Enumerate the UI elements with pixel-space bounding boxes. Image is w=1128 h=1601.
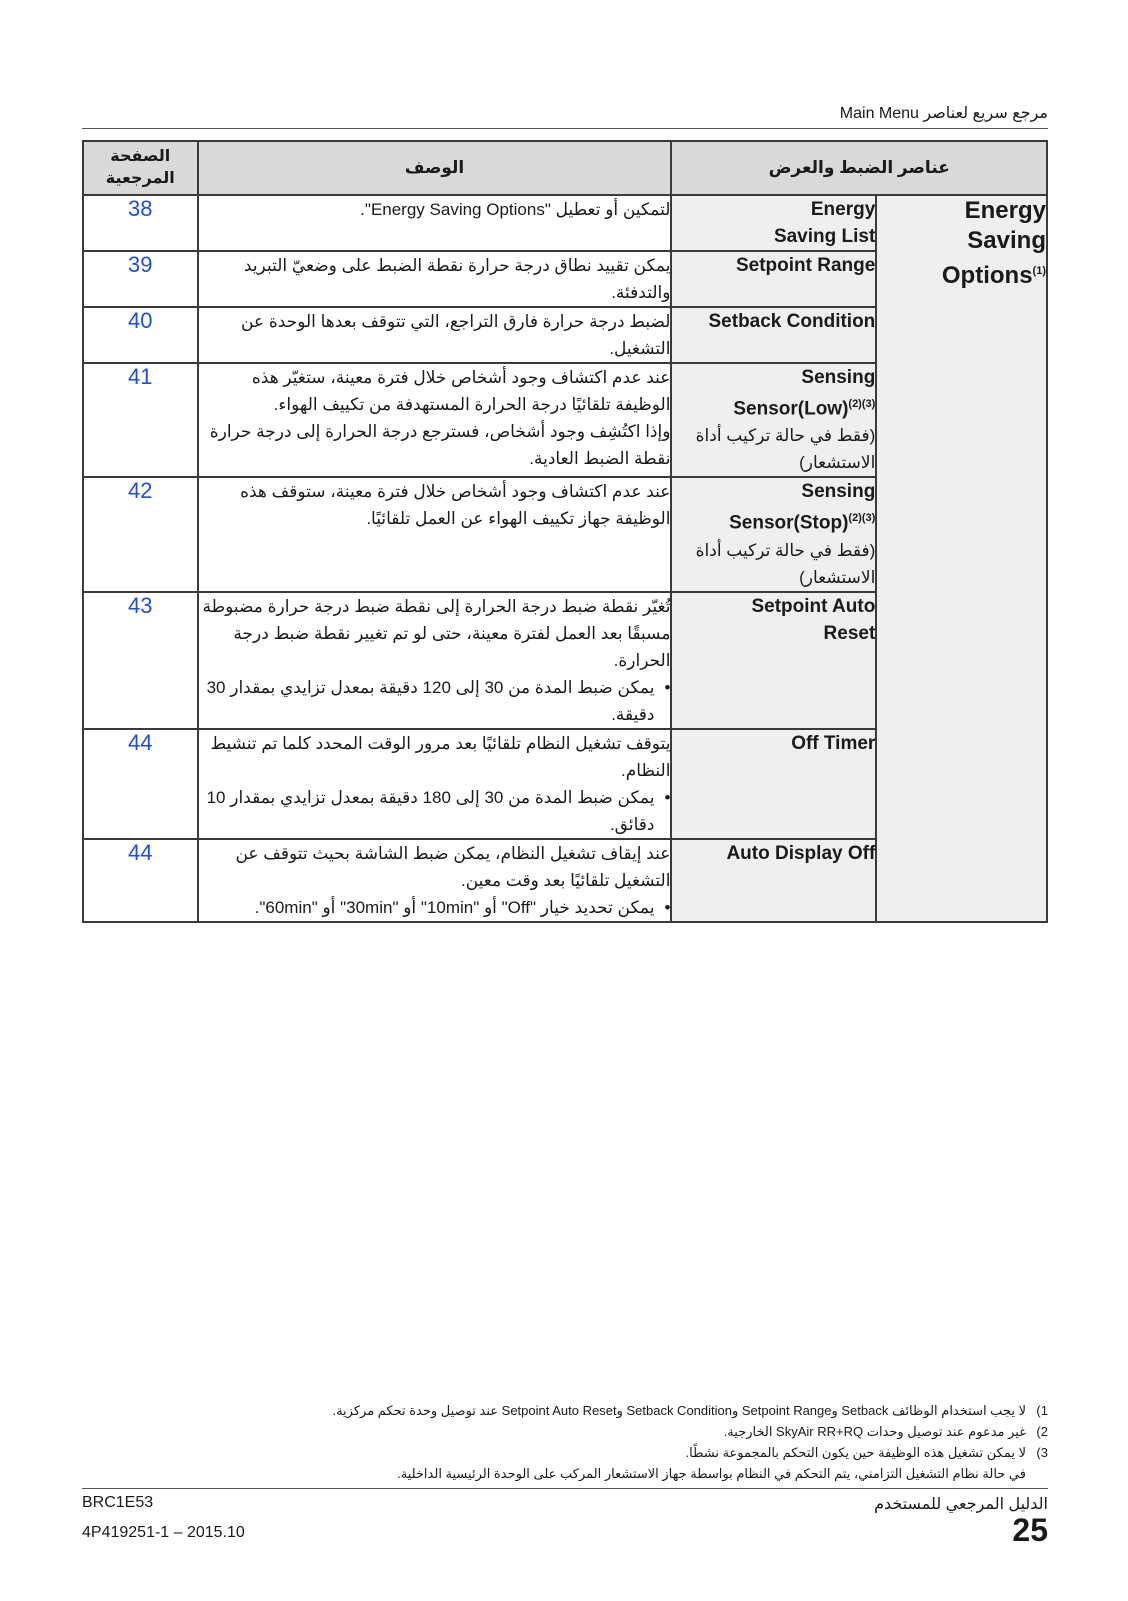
description-text: تُغيّر نقطة ضبط درجة الحرارة إلى نقطة ضبط درجة حرارة مضبوطة مسبقًا بعد العمل لفترة معينة، حتى لو تم تغيير نقطة ضبط درجة الحرارة. — [202, 596, 671, 670]
item-name-text: Setpoint Range — [735, 255, 876, 276]
item-name — [672, 593, 875, 620]
page-reference-link[interactable]: 41 — [83, 363, 198, 477]
footnote-number: 3) — [1036, 1445, 1048, 1460]
column-header-page — [83, 141, 198, 195]
description-cell — [198, 839, 672, 922]
category-label — [877, 256, 1046, 291]
footnote-text: لا يمكن تشغيل هذه الوظيفة حين يكون التحكم بالمجموعة نشطًا. — [685, 1445, 1026, 1460]
item-name — [672, 364, 875, 391]
description-text: عند عدم اكتشاف وجود أشخاص خلال فترة معينة، ستوقف هذه الوظيفة جهاز تكييف الهواء عن العمل تلقائيًا. — [240, 482, 671, 529]
item-name — [672, 391, 875, 422]
footnote-ref: (2)(3) — [848, 398, 876, 410]
description-text: لتمكين أو تعطيل "Energy Saving Options". — [360, 200, 671, 219]
item-cell — [671, 592, 876, 729]
item-cell — [671, 307, 876, 363]
table-header-row — [83, 141, 1047, 195]
item-note: (فقط في حالة تركيب أداة — [695, 540, 876, 560]
description-bullets — [199, 784, 671, 838]
footnote — [82, 1400, 1048, 1421]
page-reference-link[interactable]: 42 — [83, 477, 198, 591]
page-reference-link[interactable]: 44 — [83, 839, 198, 922]
item-note: الاستشعار) — [799, 453, 876, 473]
category-label: Saving — [967, 227, 1046, 254]
item-cell — [671, 729, 876, 839]
footer-guide-title: الدليل المرجعي للمستخدم — [874, 1496, 1048, 1513]
page-reference-link[interactable]: 38 — [83, 195, 198, 251]
description-bullets — [199, 894, 671, 921]
item-name-text: Setback Condition — [708, 311, 876, 332]
column-header-item: عناصر الضبط والعرض — [671, 141, 1047, 195]
page-reference-link[interactable]: 40 — [83, 307, 198, 363]
description-text: عند عدم اكتشاف وجود أشخاص خلال فترة معينة، ستغيّر هذه الوظيفة تلقائيًا درجة الحرارة المستهدفة من تكييف الهواء. — [251, 368, 671, 414]
description-cell — [198, 307, 672, 363]
item-name — [672, 840, 875, 867]
column-header-page-label: الصفحة المرجعية — [105, 148, 175, 187]
page-header — [82, 100, 1048, 129]
description-text: يتوقف تشغيل النظام تلقائيًا بعد مرور الوقت المحدد كلما تم تنشيط النظام. — [210, 733, 671, 780]
page-reference-link[interactable]: 44 — [83, 729, 198, 839]
item-name-text: Saving List — [773, 226, 876, 247]
item-cell — [671, 363, 876, 477]
category-label-text: Options — [941, 262, 1033, 289]
description-text: وإذا اكتُشِف وجود أشخاص، فسترجع درجة الحرارة إلى درجة حرارة نقطة الضبط العادية. — [209, 422, 671, 468]
footnote-number: 1) — [1036, 1403, 1048, 1418]
description-cell — [198, 592, 672, 729]
footer-page-number: 25 — [1012, 1512, 1048, 1548]
footnote — [82, 1421, 1048, 1442]
footer-divider — [82, 1488, 1048, 1489]
page-reference-link[interactable]: 43 — [83, 592, 198, 729]
item-cell — [671, 477, 876, 591]
description-text: عند إيقاف تشغيل النظام، يمكن ضبط الشاشة بحيث تتوقف عن التشغيل تلقائيًا بعد وقت معين. — [235, 843, 671, 890]
item-name-text: Energy — [810, 199, 876, 220]
item-note: الاستشعار) — [799, 567, 876, 587]
column-header-description: الوصف — [198, 141, 672, 195]
item-cell — [671, 195, 876, 251]
description-cell — [198, 195, 672, 251]
item-cell — [671, 251, 876, 307]
footnote-text: غير مدعوم عند توصيل وحدات SkyAir RR+RQ الخارجية. — [723, 1424, 1026, 1439]
item-name-text: Sensing — [801, 367, 876, 388]
item-name-text: Off Timer — [791, 732, 876, 754]
footnote — [82, 1463, 1048, 1484]
footnote-number: 2) — [1036, 1424, 1048, 1439]
item-name-text: Sensing — [801, 481, 876, 503]
category-label: Energy — [964, 197, 1046, 224]
item-name-text: Auto Display Off — [726, 842, 876, 864]
item-name — [672, 252, 875, 279]
item-name-text: Reset — [823, 622, 876, 644]
item-name — [672, 308, 875, 335]
item-cell — [671, 839, 876, 922]
footnote-ref: (2)(3) — [848, 512, 876, 525]
footer-doc-code: 4P419251-1 – 2015.10 — [82, 1524, 245, 1541]
item-name — [672, 730, 875, 757]
footnote-ref: (1) — [1032, 265, 1046, 277]
description-text: يمكن تقييد نطاق درجة حرارة نقطة الضبط على وضعيّ التبريد والتدفئة. — [243, 256, 671, 302]
table-body — [83, 195, 1047, 922]
item-note: (فقط في حالة تركيب أداة — [695, 426, 876, 446]
description-cell — [198, 729, 672, 839]
item-name — [672, 505, 875, 536]
footnote-text: في حالة نظام التشغيل التزامني، يتم التحكم في النظام بواسطة جهاز الاستشعار المركب على الوحدة الرئيسية الداخلية. — [397, 1466, 1026, 1481]
item-name — [672, 620, 875, 647]
item-name-text: Setpoint Auto — [751, 595, 876, 617]
footnotes — [82, 1400, 1048, 1484]
footnote-text: لا يجب استخدام الوظائف Setback وSetpoint Range وSetback Condition وSetpoint Auto Reset عند توصيل وحدة تحكم مركزية. — [332, 1403, 1026, 1418]
main-menu-table — [82, 140, 1048, 923]
category-cell — [876, 195, 1047, 922]
footer-model: BRC1E53 — [82, 1494, 154, 1511]
footnote — [82, 1442, 1048, 1463]
description-cell — [198, 251, 672, 307]
description-cell — [198, 363, 672, 477]
table-row — [83, 195, 1047, 251]
item-name — [672, 223, 875, 250]
item-name-text: Sensor(Low) — [733, 398, 849, 420]
description-bullet: • يمكن تحديد خيار "Off" أو "10min" أو "30min" أو "60min". — [199, 894, 671, 921]
item-name — [672, 478, 875, 505]
page-reference-link[interactable]: 39 — [83, 251, 198, 307]
description-cell — [198, 477, 672, 591]
description-bullet: • يمكن ضبط المدة من 30 إلى 180 دقيقة بمعدل تزايدي بمقدار 10 دقائق. — [199, 784, 671, 838]
description-bullet: • يمكن ضبط المدة من 30 إلى 120 دقيقة بمعدل تزايدي بمقدار 30 دقيقة. — [199, 674, 671, 728]
item-name-text: Sensor(Stop) — [729, 512, 849, 534]
footnote-number — [1026, 1463, 1048, 1484]
header-title: مرجع سريع لعناصر Main Menu — [839, 105, 1048, 122]
item-name — [672, 196, 875, 223]
description-text: لضبط درجة حرارة فارق التراجع، التي تتوقف بعدها الوحدة عن التشغيل. — [241, 312, 671, 358]
description-bullets — [199, 674, 671, 728]
